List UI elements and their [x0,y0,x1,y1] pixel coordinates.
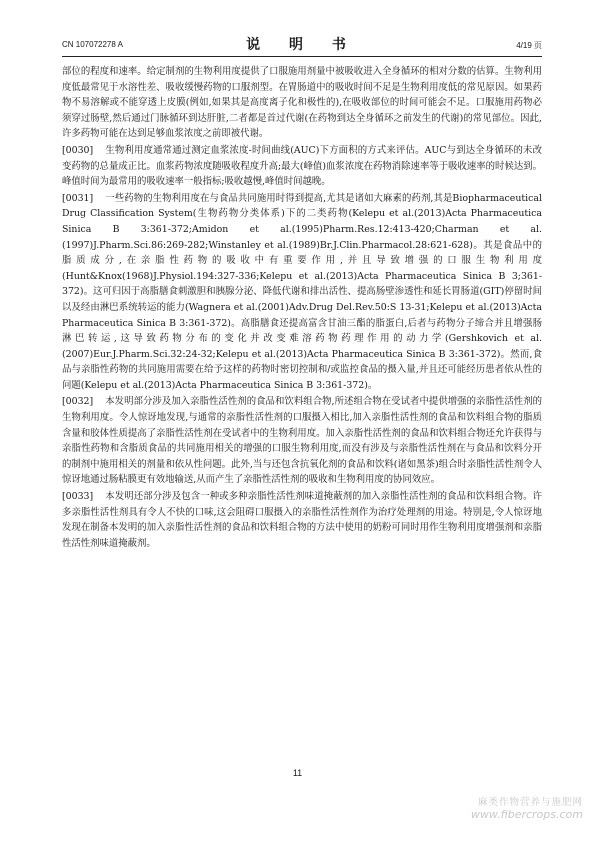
document-body [62,64,542,552]
paragraph-0030 [62,143,542,190]
patent-number: CN 107072278 A [62,40,123,49]
paragraph-0033 [62,489,542,551]
page-header [62,34,542,54]
paragraph-text: 一些药物的生物利用度在与食品共同施用时得到提高,尤其是诸如大麻素的药剂,其是Biopharmaceutical Drug Classification System(生物药物分类体系)下的二类药物(Kelepu et al.(2013)Acta Pharmaceutica Sinica B 3:361-372;Amidon et al.(1995)Pharm.Res.12:413-420;Charman et al.(1997)J.Pharm.Sci.86:269-282;Winstanley et al.(1989)Br.J.Clin.Pharmacol.28:621-628)。其是食品中的脂质成分,在亲脂性药物的吸收中有重要作用,并且导致增强的口服生物利用度(Hunt&Knox(1968)J.Physiol.194:327-336;Kelepu et al.(2013)Acta Pharmaceutica Sinica B 3;361-372)。这可归因于高脂膳食刺激胆和胰腺分泌、降低代谢和排出活性、提高肠壁渗透性和延长胃肠道(GIT)停留时间以及经由淋巴系统转运的能力(Wagnera et al.(2001)Adv.Drug Del.Rev.50:S 13-31;Kelepu et al.(2013)Acta Pharmaceutica Sinica B 3:361-372)。高脂膳食还提高富含甘油三酯的脂蛋白,后者与药物分子缔合并且增强肠淋巴转运,这导致药物分布的变化并改变难溶药物药理作用的动力学(Gershkovich et al.(2007)Eur.J.Pharm.Sci.32:24-32;Kelepu et al.(2013)Acta Pharmaceutica Sinica B 3:361-372)。然而,食品与亲脂性药物的共同施用需要在给予这样的药物时密切控制和/或监控食品的摄入量,并且还可能经历患者依从性的问题(Kelepu et al.(2013)Acta Pharmaceutica Sinica B 3:361-372)。 [62,192,542,391]
document-title: 说 明 书 [246,37,358,53]
paragraph-0032 [62,394,542,488]
watermark-site-url: www.fibercrops.com [470,808,583,821]
page-number: 11 [292,768,303,778]
paragraph-text: 本发明还部分涉及包含一种或多种亲脂性活性剂味道掩蔽剂的加入亲脂性活性剂的食品和饮料组合物。许多亲脂性活性剂具有令人不快的口味,这会阻碍口服摄入的亲脂性活性剂作为治疗处理剂的用途。特别是,令人惊讶地发现在制备本发明的加入亲脂性活性剂的食品和饮料组合物的方法中使用的奶粉可同时用作生物利用度增强剂和亲脂性活性剂味道掩蔽剂。 [62,491,542,549]
page-indicator: 4/19 页 [516,41,542,50]
watermark-site-name: 麻类作物营养与施肥网 [477,797,583,808]
site-watermark [443,794,583,824]
paragraph-text: 生物利用度通常通过测定血浆浓度-时间曲线(AUC)下方面积的方式来评估。AUC与到达全身循环的未改变药物的总量成正比。血浆药物浓度随吸收程度升高;最大(峰值)血浆浓度在药物消除速率等于吸收速率的时候达到。峰值时间为最常用的吸收速率一般指标;吸收越慢,峰值时间越晚。 [62,144,542,188]
paragraph-number: [0030] [62,144,94,156]
page-footer [0,768,595,778]
paragraph-0031 [62,191,542,394]
header-divider [62,56,542,57]
paragraph-number: [0033] [62,491,94,503]
paragraph-continuation [62,64,542,142]
paragraph-number: [0031] [62,192,94,204]
paragraph-text: 本发明部分涉及加入亲脂性活性剂的食品和饮料组合物,所述组合物在受试者中提供增强的亲脂性活性剂的生物利用度。令人惊讶地发现,与通常的亲脂性活性剂的口服摄入相比,加入亲脂性活性剂的食品和饮料组合物的脂质含量和胶体性质提高了亲脂性活性剂在受试者中的生物利用度。加入亲脂性活性剂的食品和饮料组合物还允许获得与亲脂性药物和含脂质食品的共同施用相关的增强的口服生物利用度,而没有涉及与亲脂性活性剂在与食品和饮料分开的制剂中施用相关的剂量和依从性问题。此外,当与还包含抗氧化剂的食品和饮料(诸如黑茶)组合时亲脂性活性剂令人惊讶地通过肠粘膜更有效地输送,从而产生了亲脂性活性剂的吸收和生物利用度的协同效应。 [62,396,542,486]
paragraph-text: 部位的程度和速率。给定制剂的生物利用度提供了口服施用剂量中被吸收进入全身循环的相对分数的估算。生物利用度低最常见于水溶性差、吸收缓慢药物的口服剂型。在胃肠道中的吸收时间不足是生物利用度低的常见原因。如果药物不易溶解或不能穿透上皮膜(例如,如果其是高度离子化和极性的),在吸收部位的时间可能会不足。口服施用药物必须穿过肠壁,然后通过门脉循环到达肝脏,二者都是首过代谢(在药物到达全身循环之前发生的代谢)的常见部位。因此,许多药物可能在达到足够血浆浓度之前即被代谢。 [62,66,542,140]
paragraph-number: [0032] [62,396,94,408]
